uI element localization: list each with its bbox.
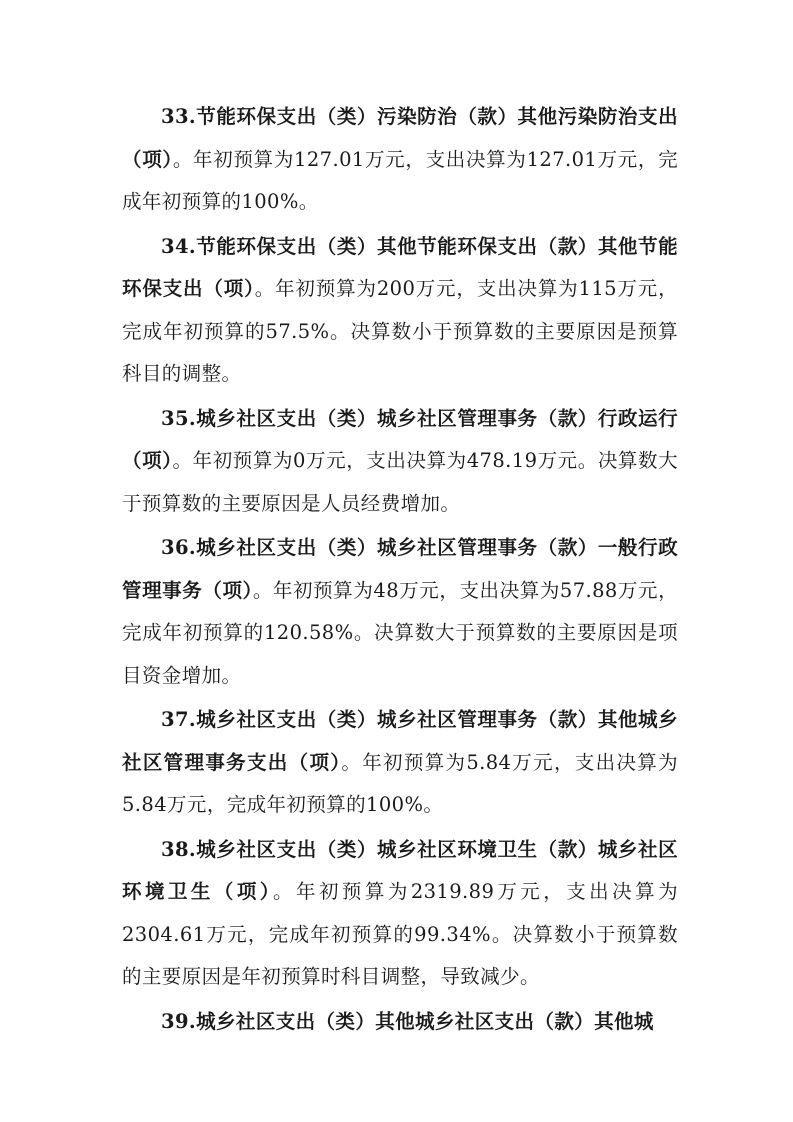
paragraph-37	[122, 699, 678, 827]
paragraph-body: 。年初预算为0万元，支出决算为478.19万元。决算数大于预算数的主要原因是人员经费增加。	[122, 449, 678, 515]
paragraph-body: 。年初预算为2319.89万元，支出决算为2304.61万元，完成年初预算的99.34%。决算数小于预算数的主要原因是年初预算时科目调整，导致减少。	[122, 880, 678, 988]
paragraph-heading: 34.节能环保支出（类）其他节能环保支出（款）其他节能环保支出（项）	[122, 234, 678, 300]
document-page	[122, 96, 678, 1106]
paragraph-36	[122, 527, 678, 697]
paragraph-body: 。年初预算为5.84万元，支出决算为5.84万元，完成年初预算的100%。	[122, 750, 678, 816]
paragraph-heading: 35.城乡社区支出（类）城乡社区管理事务（款）行政运行（项）	[122, 406, 678, 472]
paragraph-body: 。年初预算为127.01万元，支出决算为127.01万元，完成年初预算的100%。	[122, 147, 678, 213]
paragraph-heading: 36.城乡社区支出（类）城乡社区管理事务（款）一般行政管理事务（项）	[122, 536, 678, 602]
paragraph-34	[122, 226, 678, 396]
paragraph-body: 。年初预算为48万元，支出决算为57.88万元，完成年初预算的120.58%。决算数大于预算数的主要原因是项目资金增加。	[122, 578, 678, 687]
paragraph-38	[122, 829, 678, 999]
paragraph-heading: 33.节能环保支出（类）污染防治（款）其他污染防治支出（项）	[122, 105, 678, 171]
paragraph-heading: 39.城乡社区支出（类）其他城乡社区支出（款）其他城	[161, 1009, 654, 1033]
paragraph-body: 。年初预算为200万元，支出决算为115万元，完成年初预算的57.5%。决算数小于预算数的主要原因是预算科目的调整。	[122, 277, 678, 385]
paragraph-35	[122, 398, 678, 526]
paragraph-33	[122, 96, 678, 224]
paragraph-heading: 38.城乡社区支出（类）城乡社区环境卫生（款）城乡社区环境卫生（项）	[122, 837, 678, 903]
paragraph-heading: 37.城乡社区支出（类）城乡社区管理事务（款）其他城乡社区管理事务支出（项）	[122, 708, 678, 774]
paragraph-39	[122, 1001, 678, 1044]
